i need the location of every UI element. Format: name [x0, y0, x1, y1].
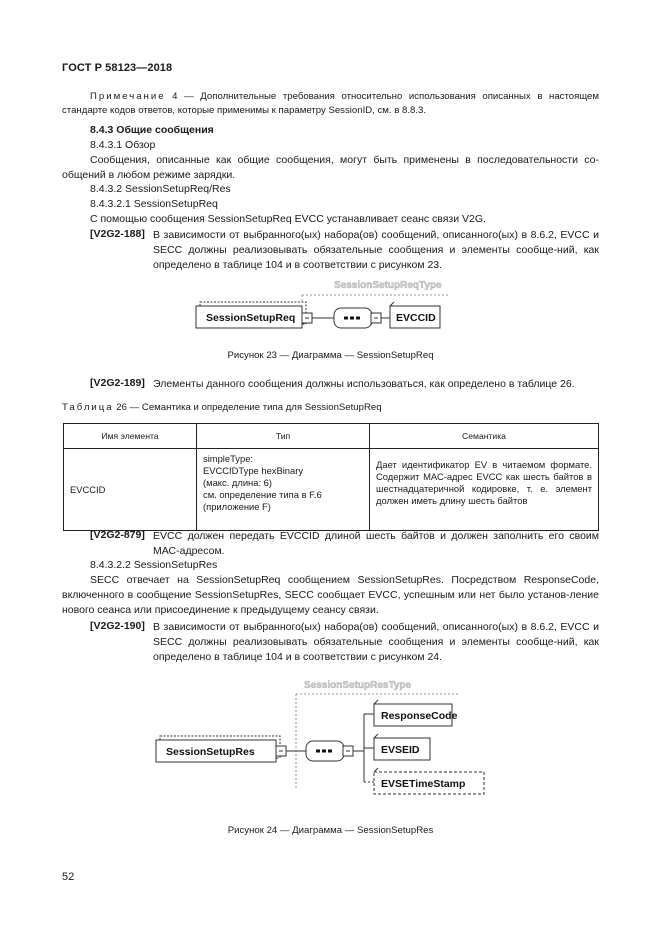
requirement-text-190: В зависимости от выбранного(ых) набора(ов) сообщений, описанного(ых) в 8.6.2, EVCC и SECC должны реализовывать обязательные сообщения и элементы сообще-ний, как определено в таблице 104 и в соответствии с рисунком 24. [153, 621, 599, 663]
fig24-child-label-timestamp: EVSETimeStamp [381, 778, 466, 790]
figure-23-diagram [0, 270, 661, 350]
table-26-caption [62, 402, 382, 413]
fig24-child-label-response: ResponseCode [381, 710, 458, 722]
note-paragraph [62, 90, 599, 118]
type-line: см. определение типа в F.6 [203, 489, 322, 500]
table-cell-semantics: Дает идентификатор EV в читаемом формате. Содержит МАС-адрес EVCC как шесть байтов в шестнадцатеричной кодировке, т. е. элемент должен иметь длину шесть байтов [370, 449, 599, 531]
section-8-4-3-2-heading: 8.4.3.2 SessionSetupReq/Res [90, 183, 231, 195]
requirement-text-189: Элементы данного сообщения должны использоваться, как определено в таблице 26. [153, 378, 575, 390]
fig24-child-corner-evseid [374, 734, 378, 738]
fig24-type-label: SessionSetupResType [304, 680, 412, 691]
type-line: EVCCIDType hexBinary [203, 465, 304, 476]
table-26-caption-label: Таблица [62, 402, 114, 413]
note-text: 4 — Дополнительные требования относительно использования описанных в настоящем стандарте кодов ответов, которые применимы к параметру SessionID, см. в 8.8.3. [62, 91, 599, 116]
requirement-id-190: [V2G2-190] [90, 620, 145, 632]
document-header: ГОСТ Р 58123—2018 [62, 62, 173, 74]
requirement-id-879: [V2G2-879] [90, 529, 145, 541]
fig23-type-label: SessionSetupReqType [334, 280, 442, 291]
table-header-row [64, 424, 599, 449]
table-row [64, 449, 599, 531]
type-line: (приложение F) [203, 501, 271, 512]
overview-paragraph: Сообщения, описанные как общие сообщения, могут быть применены в последовательности со-общений в любом режиме зарядки. [62, 154, 599, 181]
page-number: 52 [62, 871, 75, 883]
figure-23-caption: Рисунок 23 — Диаграмма — SessionSetupReq [227, 350, 434, 361]
table-cell-type [197, 449, 370, 531]
requirement-id-189: [V2G2-189] [90, 377, 145, 389]
res-paragraph: SECC отвечает на SessionSetupReq сообщением SessionSetupRes. Посредством ResponseCode, включенного в сообщение SessionSetupRes, SECC сообщает EVCC, успешным или нет было установ-ление нового сеанса или присоединение к предыдущему сеансу связи. [62, 574, 599, 616]
requirement-text-188: В зависимости от выбранного(ых) набора(ов) сообщений, описанного(ых) в 8.6.2, EVCC и SECC должны реализовывать обязательные сообщения и элементы сообще-ний, как определено в таблице 104 и в соответствии с рисунком 23. [153, 229, 599, 271]
figure-24-caption: Рисунок 24 — Диаграмма — SessionSetupRes [227, 825, 434, 836]
table-header-name: Имя элемента [64, 424, 197, 449]
fig24-root-label: SessionSetupRes [166, 746, 255, 758]
type-line: simpleType: [203, 453, 254, 464]
requirement-text-879: EVCC должен передать EVCCID длиной шесть байтов и должен заполнить его своим МАС-адресом. [153, 530, 599, 557]
fig24-child-label-evseid: EVSEID [381, 744, 420, 756]
table-header-semantics: Семантика [370, 424, 599, 449]
section-8-4-3-1-heading: 8.4.3.1 Обзор [90, 139, 156, 151]
table-header-type: Тип [197, 424, 370, 449]
table-cell-name: EVCCID [64, 449, 197, 531]
requirement-id-188: [V2G2-188] [90, 228, 145, 240]
fig24-child-corner-response [374, 700, 378, 704]
type-line: (макс. длина: 6) [203, 477, 272, 488]
fig23-child-corner [390, 302, 394, 306]
table-26-caption-text: 26 — Семантика и определение типа для SessionSetupReq [113, 402, 382, 413]
section-8-4-3-2-2-heading: 8.4.3.2.2 SessionSetupRes [90, 559, 218, 571]
fig24-child-corner-timestamp [374, 768, 378, 772]
req-description: С помощью сообщения SessionSetupReq EVCC устанавливает сеанс связи V2G. [90, 213, 486, 225]
section-8-4-3-2-1-heading: 8.4.3.2.1 SessionSetupReq [90, 198, 218, 210]
figure-24-diagram [0, 670, 661, 800]
fig23-root-label: SessionSetupReq [206, 312, 296, 324]
fig23-child-label: EVCCID [396, 312, 436, 324]
note-label: Примечание [90, 91, 166, 102]
section-8-4-3-heading: 8.4.3 Общие сообщения [90, 124, 214, 136]
table-26 [63, 423, 599, 531]
